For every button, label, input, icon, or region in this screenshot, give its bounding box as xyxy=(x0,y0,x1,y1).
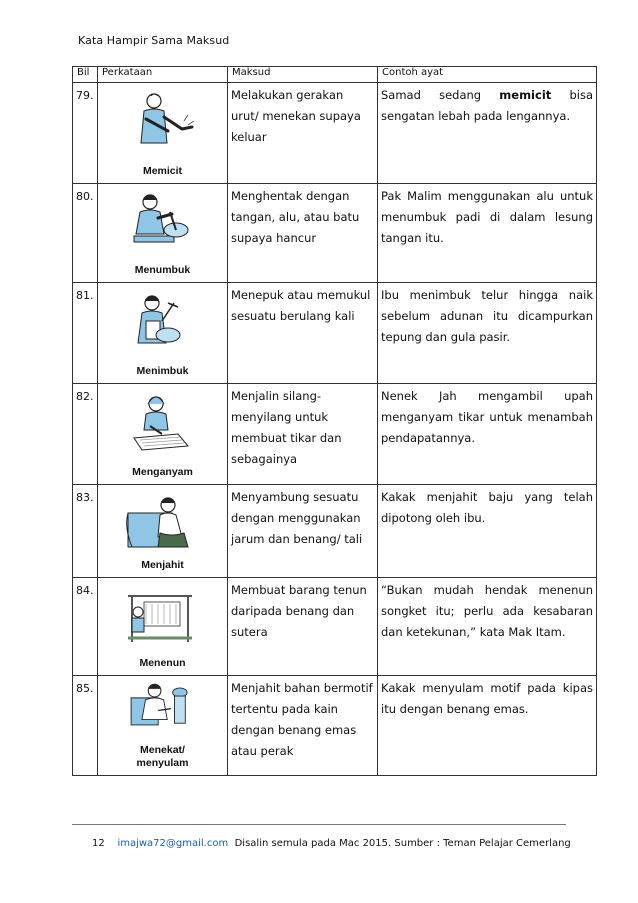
word-label: Menekat/ xyxy=(140,744,185,756)
word-illustration-cell xyxy=(98,283,228,384)
meaning-cell: Melakukan gerakan urut/ menekan supaya keluar xyxy=(228,83,378,184)
row-number: 85. xyxy=(73,676,98,776)
person-squeezing-arm-icon xyxy=(124,91,196,153)
meaning-cell: Menghentak dengan tangan, alu, atau batu supaya hancur xyxy=(228,184,378,283)
word-label: Menenun xyxy=(139,657,186,669)
meaning-cell: Menjalin silang-menyilang untuk membuat tikar dan sebagainya xyxy=(228,384,378,485)
example-text: Pak Malim menggunakan alu untuk menumbuk padi di dalam lesung tangan itu. xyxy=(381,189,593,245)
document-title: Kata Hampir Sama Maksud xyxy=(78,34,230,47)
row-number: 83. xyxy=(73,485,98,578)
table-header-row xyxy=(73,67,597,83)
word-illustration-cell xyxy=(98,578,228,676)
word-label: Menumbuk xyxy=(134,264,191,276)
row-number: 79. xyxy=(73,83,98,184)
example-cell xyxy=(378,384,597,485)
table-row xyxy=(73,283,597,384)
header-contoh-ayat: Contoh ayat xyxy=(378,67,597,83)
meaning-cell: Menjahit bahan bermotif tertentu pada kain dengan benang emas atau perak xyxy=(228,676,378,776)
footer-source-text: Disalin semula pada Mac 2015. Sumber : Teman Pelajar Cemerlang xyxy=(234,838,571,849)
person-at-loom-icon xyxy=(124,586,196,648)
footer-divider xyxy=(72,824,566,825)
page-number: 12 xyxy=(92,838,105,849)
word-label: Menimbuk xyxy=(136,365,189,377)
word-label: Memicit xyxy=(142,165,183,177)
row-number: 84. xyxy=(73,578,98,676)
meaning-cell: Membuat barang tenun daripada benang dan sutera xyxy=(228,578,378,676)
word-label: Menganyam xyxy=(132,466,193,478)
footer-email-link[interactable]: imajwa72@gmail.com xyxy=(117,838,229,849)
header-bil: Bil xyxy=(73,67,98,83)
example-cell xyxy=(378,184,597,283)
person-pounding-mortar-icon xyxy=(124,192,196,254)
example-text: “Bukan mudah hendak menenun songket itu; perlu ada kesabaran dan ketekunan,” kata Mak Itam. xyxy=(381,583,593,639)
example-text-end: bisa sengatan lebah pada lengannya. xyxy=(381,88,593,123)
row-number: 81. xyxy=(73,283,98,384)
word-illustration-cell xyxy=(98,676,228,776)
example-cell xyxy=(378,283,597,384)
word-label-line2: menyulam xyxy=(136,757,189,769)
example-cell xyxy=(378,578,597,676)
example-text: Ibu menimbuk telur hingga naik sebelum adunan itu dicampurkan tepung dan gula pasir. xyxy=(381,288,593,344)
table-row xyxy=(73,578,597,676)
word-illustration-cell xyxy=(98,184,228,283)
table-row xyxy=(73,485,597,578)
table-row xyxy=(73,184,597,283)
woman-sewing-on-sofa-icon xyxy=(124,493,196,555)
word-illustration-cell xyxy=(98,83,228,184)
row-number: 80. xyxy=(73,184,98,283)
header-perkataan: Perkataan xyxy=(98,67,228,83)
word-label: Menjahit xyxy=(141,559,184,571)
vocabulary-table xyxy=(72,66,597,776)
example-cell xyxy=(378,83,597,184)
meaning-cell: Menyambung sesuatu dengan menggunakan jarum dan benang/ tali xyxy=(228,485,378,578)
example-text: Samad sedang xyxy=(381,88,500,102)
person-beating-eggs-icon xyxy=(124,291,196,353)
word-illustration-cell xyxy=(98,384,228,485)
example-cell xyxy=(378,485,597,578)
example-text: Kakak menyulam motif pada kipas itu dengan benang emas. xyxy=(381,681,593,716)
example-cell xyxy=(378,676,597,776)
header-maksud: Maksud xyxy=(228,67,378,83)
page-footer xyxy=(92,838,571,849)
meaning-cell: Menepuk atau memukul sesuatu berulang kali xyxy=(228,283,378,384)
example-text: Kakak menjahit baju yang telah dipotong oleh ibu. xyxy=(381,490,593,525)
table-row xyxy=(73,83,597,184)
woman-embroidering-icon xyxy=(124,678,196,734)
example-text: Nenek Jah mengambil upah menganyam tikar untuk menambah pendapatannya. xyxy=(381,389,593,445)
row-number: 82. xyxy=(73,384,98,485)
example-highlight: memicit xyxy=(499,88,552,102)
table-row xyxy=(73,384,597,485)
word-illustration-cell xyxy=(98,485,228,578)
table-row xyxy=(73,676,597,776)
woman-weaving-mat-icon xyxy=(124,392,196,454)
